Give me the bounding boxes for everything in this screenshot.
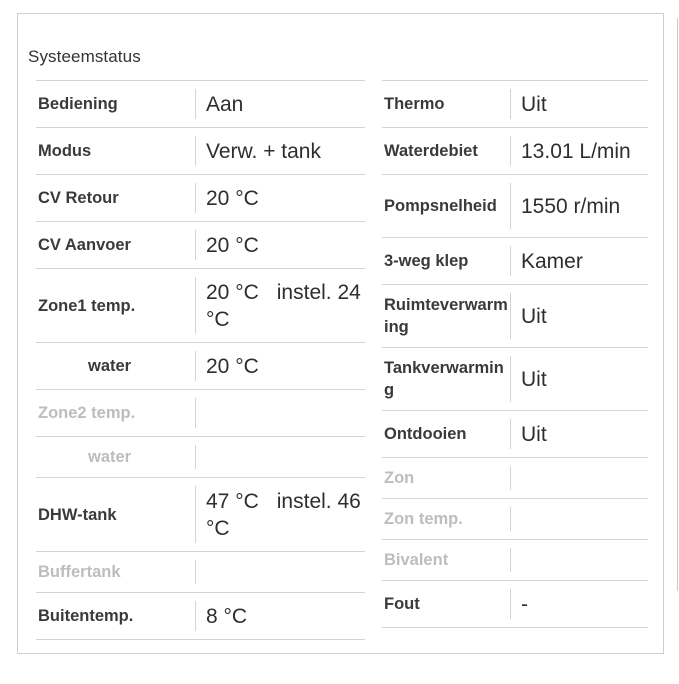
- status-label: Buitentemp.: [38, 607, 134, 625]
- status-table-left: [36, 80, 365, 640]
- status-value: [511, 411, 648, 457]
- status-row-modus: [36, 128, 365, 175]
- status-label: Tankverwarming: [384, 359, 504, 399]
- status-value-text: Uit: [521, 92, 547, 116]
- status-value-text: 8 °C: [206, 604, 248, 628]
- status-value-text: 20 °C: [206, 186, 259, 210]
- status-value: [196, 593, 365, 639]
- status-value: [511, 238, 648, 284]
- status-value: [196, 128, 365, 174]
- status-row-fout: [382, 581, 648, 628]
- status-value-text: 20 °C: [206, 233, 259, 257]
- panel-title: Systeemstatus: [28, 47, 141, 66]
- status-value-text: Verw. + tank: [206, 139, 321, 163]
- status-row-bediening: [36, 81, 365, 128]
- system-status-panel: [17, 13, 664, 654]
- status-value-text: Uit: [521, 422, 547, 446]
- status-label: water: [88, 357, 132, 375]
- scrollbar-edge: [677, 18, 678, 591]
- status-label: Buffertank: [38, 563, 121, 581]
- status-label: Waterdebiet: [384, 142, 478, 160]
- status-value: [511, 175, 648, 237]
- setpoint-text: instel. 24 °C: [206, 280, 361, 331]
- status-value: [196, 81, 365, 127]
- status-row-tankverwarming: [382, 348, 648, 411]
- status-value-text: 1550 r/min: [521, 194, 621, 218]
- status-value-block: [206, 488, 365, 542]
- status-label: Bediening: [38, 95, 118, 113]
- status-value: [511, 458, 648, 498]
- status-label: Ontdooien: [384, 425, 467, 443]
- status-value: [196, 269, 365, 342]
- status-value: [196, 175, 365, 221]
- status-value: [511, 540, 648, 580]
- status-row-zone1-temp: [36, 269, 365, 343]
- status-label: Thermo: [384, 95, 445, 113]
- status-table-right: [382, 80, 648, 628]
- status-value-text: -: [521, 592, 528, 616]
- status-label: water: [88, 448, 132, 466]
- status-value-text: 13.01 L/min: [521, 139, 631, 163]
- status-label: Fout: [384, 595, 420, 613]
- status-label: Modus: [38, 142, 92, 160]
- status-value: [196, 390, 365, 436]
- status-value: [511, 128, 648, 174]
- status-value: [511, 285, 648, 347]
- status-label: Ruimteverwarming: [384, 296, 508, 336]
- status-row-pompsnelheid: [382, 175, 648, 238]
- status-label: Zon: [384, 469, 415, 487]
- status-value: [511, 581, 648, 627]
- status-value: [511, 81, 648, 127]
- status-value-text: Uit: [521, 367, 547, 391]
- status-row-buffertank: [36, 552, 365, 593]
- status-row-bivalent: [382, 540, 648, 581]
- status-row-buitentemp: [36, 593, 365, 640]
- status-label: Pompsnelheid: [384, 197, 497, 215]
- status-value: [511, 499, 648, 539]
- status-value-text: Uit: [521, 304, 547, 328]
- status-row-zon: [382, 458, 648, 499]
- status-value-text: Aan: [206, 92, 244, 116]
- status-value-text: 20 °C: [206, 280, 259, 304]
- status-row-cv-aanvoer: [36, 222, 365, 269]
- status-row-zone2-temp: [36, 390, 365, 437]
- status-label: Zone2 temp.: [38, 404, 136, 422]
- status-label: CV Retour: [38, 189, 119, 207]
- status-value: [196, 478, 365, 551]
- status-value-text: 47 °C: [206, 489, 259, 513]
- status-row-dhw-tank: [36, 478, 365, 552]
- status-value-text: Kamer: [521, 249, 583, 273]
- status-value-text: 20 °C: [206, 354, 259, 378]
- setpoint-text: instel. 46 °C: [206, 489, 361, 540]
- status-row-ontdooien: [382, 411, 648, 458]
- status-value-block: [206, 279, 365, 333]
- status-row-3-weg-klep: [382, 238, 648, 285]
- status-label: 3-weg klep: [384, 252, 469, 270]
- status-row-zon-temp: [382, 499, 648, 540]
- status-label: Bivalent: [384, 551, 449, 569]
- status-label: DHW-tank: [38, 505, 117, 524]
- status-value: [511, 348, 648, 410]
- status-label: Zon temp.: [384, 510, 463, 528]
- status-row-water-sub: [36, 343, 365, 390]
- status-row-water-sub: [36, 437, 365, 478]
- status-value: [196, 343, 365, 389]
- status-row-waterdebiet: [382, 128, 648, 175]
- status-value: [196, 437, 365, 477]
- status-value: [196, 222, 365, 268]
- status-row-ruimteverwarming: [382, 285, 648, 348]
- status-label: Zone1 temp.: [38, 296, 136, 315]
- status-label: CV Aanvoer: [38, 236, 131, 254]
- status-row-cv-retour: [36, 175, 365, 222]
- status-row-thermo: [382, 81, 648, 128]
- status-value: [196, 552, 365, 592]
